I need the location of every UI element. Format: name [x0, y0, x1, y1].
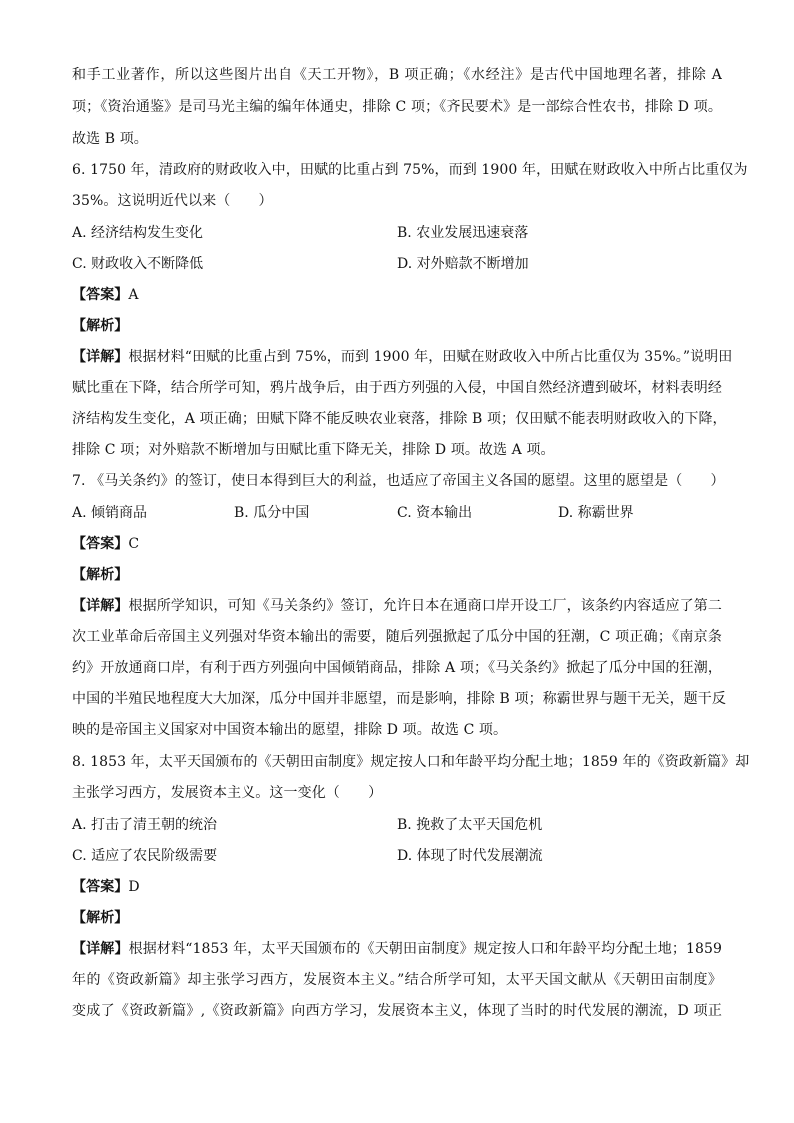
q7-answer-value: C [128, 536, 140, 552]
q7-detail-line-1: 【详解】根据所学知识，可知《马关条约》签订，允许日本在通商口岸开设工厂，该条约内容适应了第二 [72, 598, 722, 614]
q8-detail-line-3: 变成了《资政新篇》,《资政新篇》向西方学习，发展资本主义，体现了当时的时代发展的潮流，D 项正 [72, 1003, 722, 1019]
answer-tag: 【答案】 [72, 536, 129, 552]
q7-detail-line-3: 约》开放通商口岸，有利于西方列强向中国倾销商品，排除 A 项；《马关条约》掀起了瓜分中国的狂潮， [72, 660, 722, 676]
q6-detail-line-4: 排除 C 项；对外赔款不断增加与田赋比重下降无关，排除 D 项。故选 A 项。 [72, 442, 555, 458]
intro-line-1: 和手工业著作，所以这些图片出自《天工开物》，B 项正确；《水经注》是古代中国地理名著，排除 A [72, 67, 722, 83]
q7-analysis-tag: 【解析】 [72, 567, 129, 583]
answer-tag: 【答案】 [72, 879, 129, 895]
q6-detail-line-2: 赋比重在下降，结合所学可知，鸦片战争后，由于西方列强的入侵，中国自然经济遭到破坏，材料表明经 [72, 380, 722, 396]
q7-detail-line-4: 中国的半殖民地程度大大加深，瓜分中国并非愿望，而是影响，排除 B 项；称霸世界与题干无关，题干反 [72, 691, 726, 707]
detail-tag: 【详解】 [72, 598, 129, 614]
intro-line-2: 项；《资治通鉴》是司马光主编的编年体通史，排除 C 项；《齐民要术》是一部综合性农书，排除 D 项。 [72, 99, 722, 115]
q6-detail-line-1: 【详解】根据材料“田赋的比重占到 75%，而到 1900 年，田赋在财政收入中所占比重仅为 35%。”说明田 [72, 349, 733, 365]
q6-stem-line-1: 6. 1750 年，清政府的财政收入中，田赋的比重占到 75%，而到 1900 年，田赋在财政收入中所占比重仅为 [72, 162, 748, 178]
q8-option-a: A. 打击了清王朝的统治 [72, 817, 218, 833]
q7-option-a: A. 倾销商品 [72, 505, 148, 521]
q7-option-b: B. 瓜分中国 [234, 505, 310, 521]
q6-stem-line-2: 35%。这说明近代以来（ ） [72, 193, 273, 209]
q8-analysis-tag: 【解析】 [72, 910, 129, 926]
q8-stem-line-2: 主张学习西方，发展资本主义。这一变化（ ） [72, 785, 383, 801]
q7-detail-line-2: 次工业革命后帝国主义列强对华资本输出的需要，随后列强掀起了瓜分中国的狂潮，C 项正确；《南京条 [72, 629, 722, 645]
detail-tag: 【详解】 [72, 941, 129, 957]
intro-line-3: 故选 B 项。 [72, 131, 148, 147]
q6-option-a: A. 经济结构发生变化 [72, 225, 204, 241]
q6-answer [72, 286, 139, 304]
q8-option-b: B. 挽救了太平天国危机 [397, 817, 543, 833]
q6-option-b: B. 农业发展迅速衰落 [397, 225, 529, 241]
q8-detail-line-1: 【详解】根据材料“1853 年，太平天国颁布的《天朝田亩制度》规定按人口和年龄平均分配土地；1859 [72, 941, 723, 957]
answer-tag: 【答案】 [72, 287, 129, 303]
q8-stem-line-1: 8. 1853 年，太平天国颁布的《天朝田亩制度》规定按人口和年龄平均分配土地；1859 年的《资政新篇》却 [72, 754, 750, 770]
q8-answer-value: D [128, 879, 140, 895]
q7-answer [72, 535, 139, 553]
q8-option-d: D. 体现了时代发展潮流 [397, 848, 543, 864]
q7-option-d: D. 称霸世界 [558, 505, 634, 521]
q6-option-d: D. 对外赔款不断增加 [397, 256, 529, 272]
q6-detail-line-3: 济结构发生变化，A 项正确；田赋下降不能反映农业衰落，排除 B 项；仅田赋不能表明财政收入的下降， [72, 411, 727, 427]
q8-detail-line-2: 年的《资政新篇》却主张学习西方，发展资本主义。”结合所学可知，太平天国文献从《天朝田亩制度》 [72, 972, 722, 988]
q6-answer-value: A [128, 287, 139, 303]
q7-stem-line-1: 7. 《马关条约》的签订，使日本得到巨大的利益，也适应了帝国主义各国的愿望。这里的愿望是（ ） [72, 473, 725, 489]
q6-analysis-tag: 【解析】 [72, 318, 129, 334]
detail-tag: 【详解】 [72, 349, 129, 365]
q7-detail-line-5: 映的是帝国主义国家对中国资本输出的愿望，排除 D 项。故选 C 项。 [72, 722, 508, 738]
q8-answer [72, 878, 140, 896]
q8-option-c: C. 适应了农民阶级需要 [72, 848, 218, 864]
q7-option-c: C. 资本输出 [397, 505, 473, 521]
q6-option-c: C. 财政收入不断降低 [72, 256, 204, 272]
